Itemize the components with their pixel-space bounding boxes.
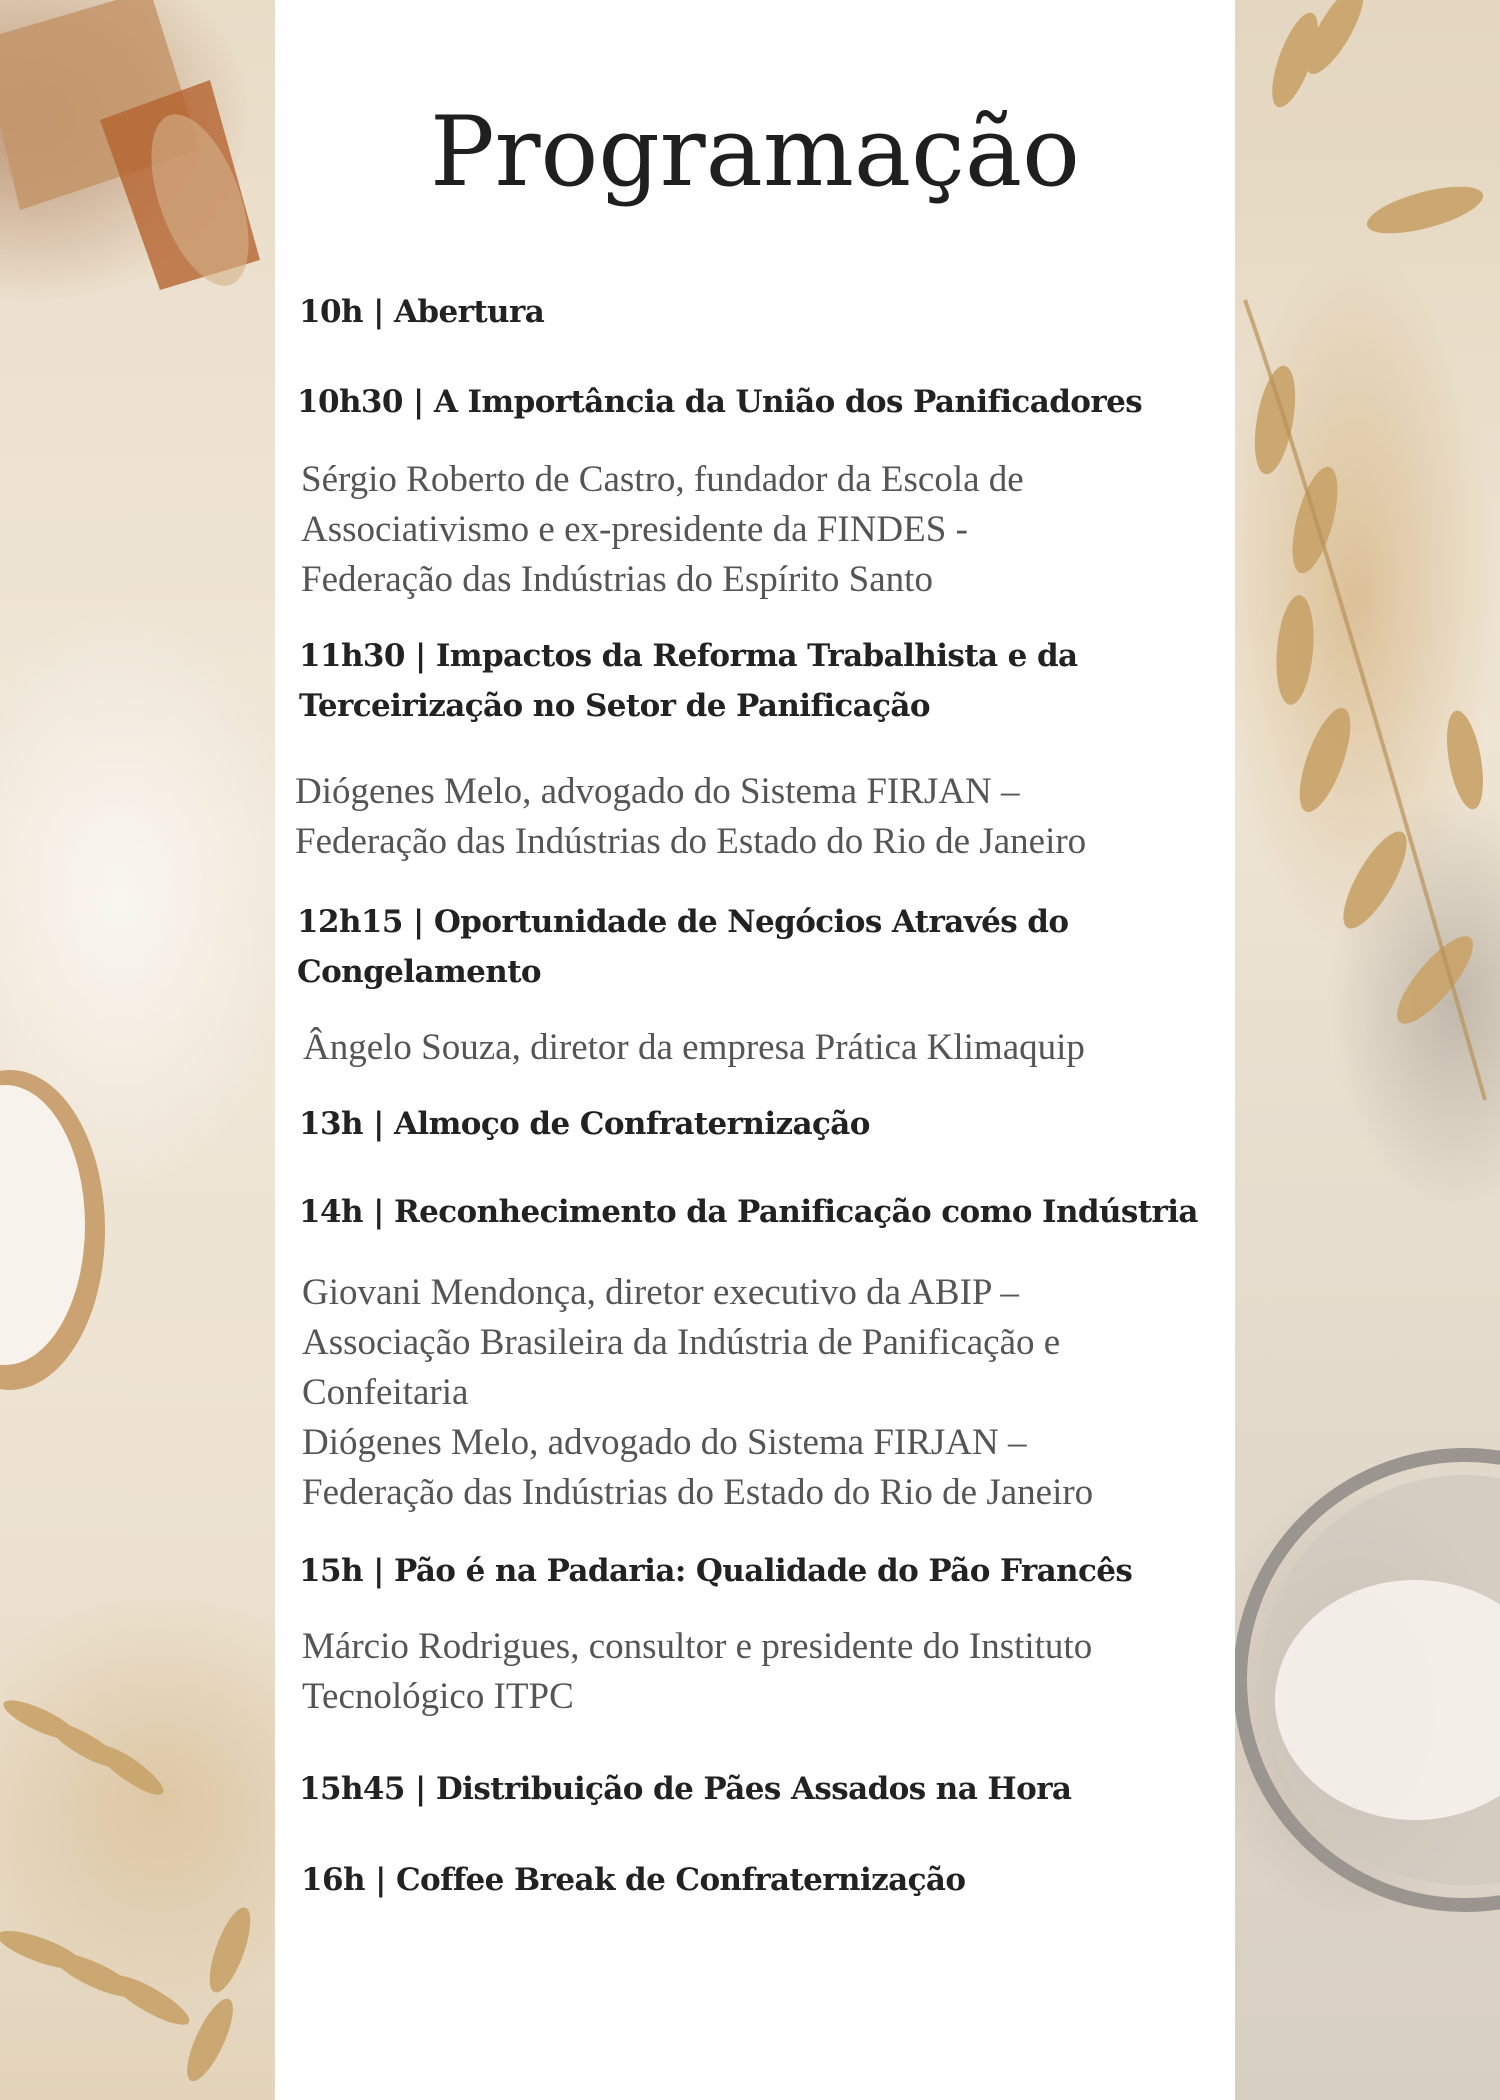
schedule-item-coffee-break xyxy=(301,1855,1231,1905)
schedule-heading: 10h | Abertura xyxy=(299,294,545,330)
schedule-speaker-uniao-panificadores xyxy=(301,455,1231,605)
schedule-heading: Terceirização no Setor de Panificação xyxy=(299,688,930,724)
speaker-line: Diógenes Melo, advogado do Sistema FIRJAN – xyxy=(302,1422,1027,1463)
schedule-item-abertura xyxy=(299,287,1229,337)
speaker-line: Federação das Indústrias do Estado do Rio de Janeiro xyxy=(302,1472,1094,1513)
schedule-item-pao-frances xyxy=(299,1546,1229,1596)
schedule-speaker-reforma-trabalhista xyxy=(295,767,1225,867)
schedule-heading: 11h30 | Impactos da Reforma Trabalhista e da xyxy=(299,638,1078,674)
schedule-item-uniao-panificadores xyxy=(297,377,1227,427)
speaker-line: Confeitaria xyxy=(302,1372,469,1413)
schedule-item-paes-assados xyxy=(299,1764,1229,1814)
speaker-line: Giovani Mendonça, diretor executivo da ABIP – xyxy=(302,1272,1019,1313)
schedule-item-almoco xyxy=(299,1099,1229,1149)
schedule-heading: 15h45 | Distribuição de Pães Assados na Hora xyxy=(299,1771,1072,1807)
schedule-item-panificacao-industria xyxy=(299,1187,1229,1237)
schedule-item-congelamento xyxy=(297,897,1227,997)
speaker-line: Márcio Rodrigues, consultor e presidente do Instituto xyxy=(302,1626,1093,1667)
schedule-heading: 13h | Almoço de Confraternização xyxy=(299,1106,870,1142)
schedule-heading: 16h | Coffee Break de Confraternização xyxy=(301,1862,966,1898)
right-decoration-graphic xyxy=(1235,0,1500,2100)
program-sheet xyxy=(275,0,1235,2100)
schedule-speaker-congelamento xyxy=(303,1023,1233,1073)
schedule-speaker-panificacao-industria xyxy=(302,1268,1232,1518)
speaker-line: Tecnológico ITPC xyxy=(302,1676,574,1717)
schedule-heading: Congelamento xyxy=(297,954,542,990)
page-title: Programação xyxy=(430,96,1080,208)
schedule-heading: 15h | Pão é na Padaria: Qualidade do Pão Francês xyxy=(299,1553,1133,1589)
left-decoration-graphic xyxy=(0,0,275,2100)
speaker-line: Federação das Indústrias do Estado do Rio de Janeiro xyxy=(295,821,1087,862)
speaker-line: Diógenes Melo, advogado do Sistema FIRJAN – xyxy=(295,771,1020,812)
speaker-line: Federação das Indústrias do Espírito Santo xyxy=(301,559,933,600)
schedule-heading: 14h | Reconhecimento da Panificação como Indústria xyxy=(299,1194,1198,1230)
speaker-line: Sérgio Roberto de Castro, fundador da Escola de xyxy=(301,459,1024,500)
schedule-heading: 12h15 | Oportunidade de Negócios Através do xyxy=(297,904,1069,940)
speaker-line: Associativismo e ex-presidente da FINDES - xyxy=(301,509,968,550)
speaker-line: Associação Brasileira da Indústria de Panificação e xyxy=(302,1322,1061,1363)
left-flour-background xyxy=(0,0,275,2100)
schedule-speaker-pao-frances xyxy=(302,1622,1232,1722)
schedule-item-reforma-trabalhista xyxy=(299,631,1229,731)
right-wheat-background xyxy=(1235,0,1500,2100)
schedule-heading: 10h30 | A Importância da União dos Panificadores xyxy=(297,384,1143,420)
speaker-line: Ângelo Souza, diretor da empresa Prática Klimaquip xyxy=(303,1027,1085,1068)
